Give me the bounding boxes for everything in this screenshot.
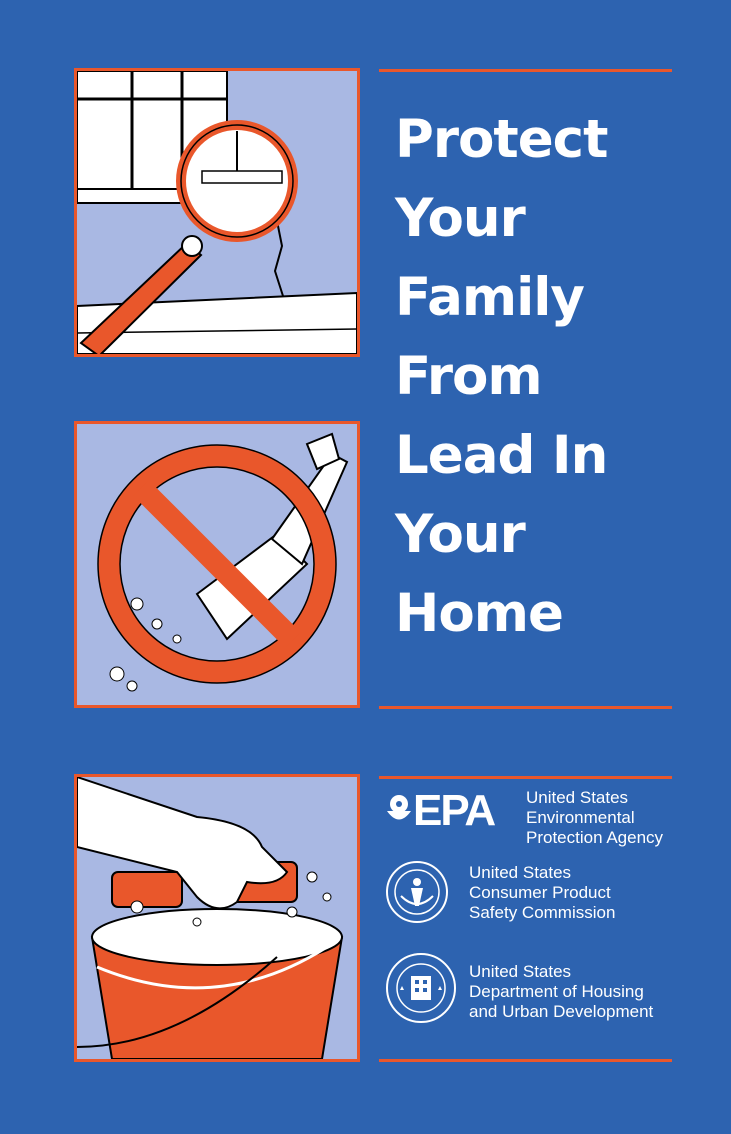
epa-flower-logo-icon (385, 794, 413, 828)
hud-agency-name (469, 962, 653, 1022)
epa-logo-text: EPA (413, 786, 495, 835)
agency-name-line: United States (469, 962, 572, 981)
title-line: Lead In (395, 425, 608, 486)
cpsc-seal-icon (385, 860, 449, 924)
agency-name-line: Safety Commission (469, 903, 616, 922)
agency-name-line: and Urban Development (469, 1002, 654, 1021)
illustration-cleaning-panel (74, 774, 360, 1062)
agency-name-line: Protection Agency (526, 828, 664, 847)
agency-hud (385, 952, 685, 1032)
washing-bucket-icon (77, 777, 357, 1059)
divider-under-title (379, 706, 672, 709)
hud-seal-icon (385, 952, 457, 1024)
title-line: From (395, 346, 542, 407)
agency-cpsc (385, 858, 685, 928)
divider-top (379, 69, 672, 72)
cpsc-agency-name (469, 863, 615, 923)
page-title (395, 100, 695, 653)
title-line: Protect (395, 109, 608, 170)
title-line: Your (395, 504, 525, 565)
divider-bottom (379, 1059, 672, 1062)
divider-above-agencies (379, 776, 672, 779)
agency-epa (385, 786, 685, 846)
agency-name-line: Department of Housing (469, 982, 644, 1001)
agency-name-line: Environmental (526, 808, 635, 827)
title-line: Home (395, 583, 563, 644)
title-line: Family (395, 267, 584, 328)
no-scraping-icon (77, 424, 357, 705)
agency-name-line: United States (469, 863, 572, 882)
agency-name-line: United States (526, 788, 629, 807)
agency-name-line: Consumer Product (469, 883, 611, 902)
magnifying-glass-icon (77, 71, 357, 354)
epa-agency-name (526, 788, 663, 848)
illustration-inspect-panel (74, 68, 360, 357)
illustration-no-scraping-panel (74, 421, 360, 708)
title-line: Your (395, 188, 525, 249)
